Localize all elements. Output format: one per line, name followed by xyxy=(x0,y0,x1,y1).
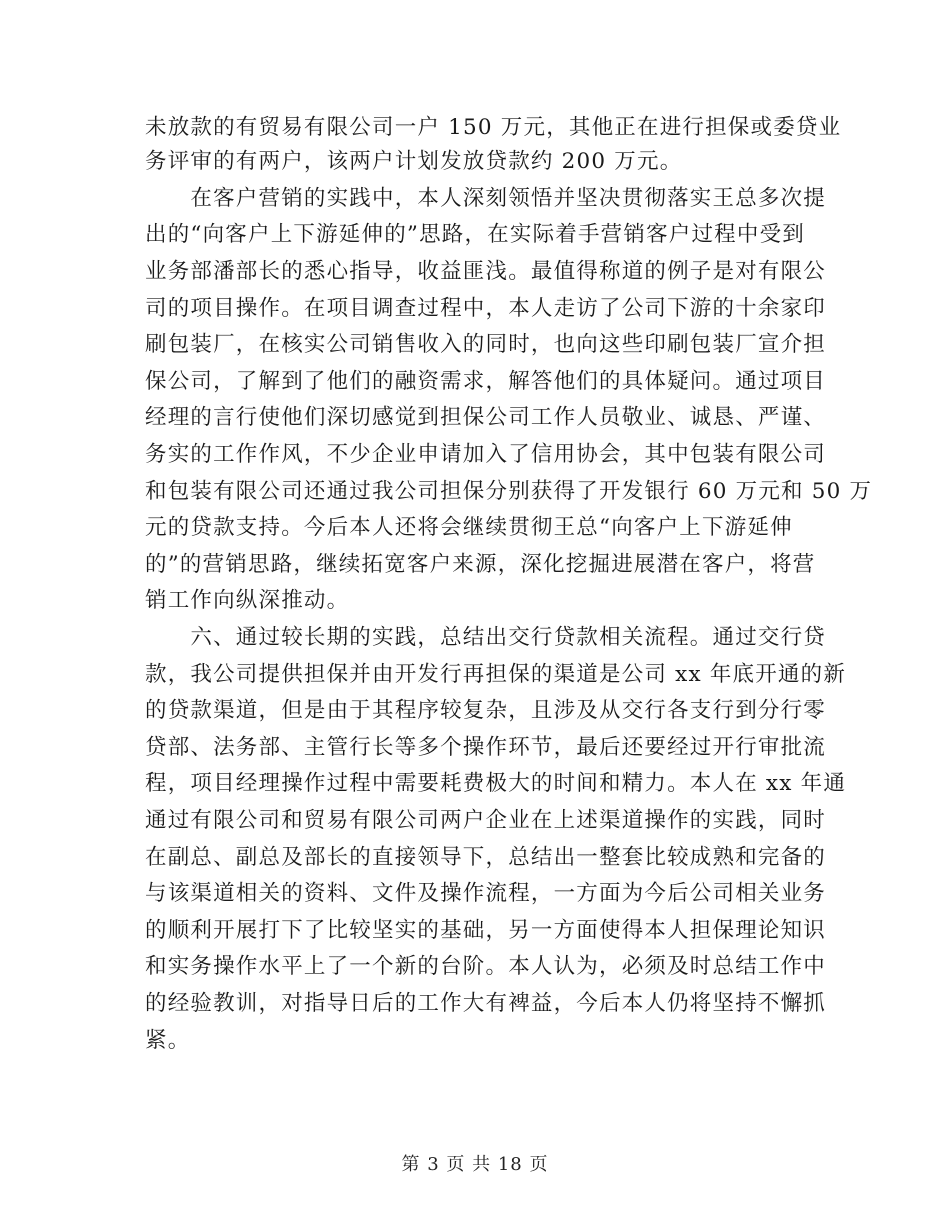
text-line: 的经验教训，对指导日后的工作大有裨益，今后本人仍将坚持不懈抓 xyxy=(145,991,827,1016)
text-line: 的贷款渠道，但是由于其程序较复杂，且涉及从交行各支行到分行零 xyxy=(145,698,827,723)
text-line: 务评审的有两户，该两户计划发放贷款约 200 万元。 xyxy=(145,149,683,174)
text-line: 和实务操作水平上了一个新的台阶。本人认为，必须及时总结工作中 xyxy=(145,954,827,979)
text-line: 六、通过较长期的实践，总结出交行贷款相关流程。通过交行贷 xyxy=(145,625,827,650)
text-line: 与该渠道相关的资料、文件及操作流程，一方面为今后公司相关业务 xyxy=(145,881,827,906)
text-line: 在副总、副总及部长的直接领导下，总结出一整套比较成熟和完备的 xyxy=(145,845,827,870)
text-line: 元的贷款支持。今后本人还将会继续贯彻王总“向客户上下游延伸 xyxy=(145,515,793,540)
text-line: 款，我公司提供担保并由开发行再担保的渠道是公司 xx 年底开通的新 xyxy=(145,662,847,687)
text-line: 出的“向客户上下游延伸的”思路，在实际着手营销客户过程中受到 xyxy=(145,222,805,247)
text-line: 和包装有限公司还通过我公司担保分别获得了开发银行 60 万元和 50 万 xyxy=(145,479,873,504)
text-line: 通过有限公司和贸易有限公司两户企业在上述渠道操作的实践，同时 xyxy=(145,808,827,833)
text-line: 经理的言行使他们深切感觉到担保公司工作人员敬业、诚恳、严谨、 xyxy=(145,405,827,430)
text-line: 务实的工作作风，不少企业申请加入了信用协会，其中包装有限公司 xyxy=(145,442,827,467)
text-line: 程，项目经理操作过程中需要耗费极大的时间和精力。本人在 xx 年通 xyxy=(145,771,847,796)
text-line: 贷部、法务部、主管行长等多个操作环节，最后还要经过开行审批流 xyxy=(145,735,827,760)
text-line: 的”的营销思路，继续拓宽客户来源，深化挖掘进展潜在客户，将营 xyxy=(145,552,816,577)
text-line: 紧。 xyxy=(145,1028,191,1053)
text-line: 业务部潘部长的悉心指导，收益匪浅。最值得称道的例子是对有限公 xyxy=(145,259,827,284)
text-line: 销工作向纵深推动。 xyxy=(145,588,350,613)
page-number-footer: 第 3 页 共 18 页 xyxy=(401,1154,549,1175)
text-line: 在客户营销的实践中，本人深刻领悟并坚决贯彻落实王总多次提 xyxy=(145,186,827,211)
text-line: 保公司，了解到了他们的融资需求，解答他们的具体疑问。通过项目 xyxy=(145,369,827,394)
text-line: 刷包装厂，在核实公司销售收入的同时，也向这些印刷包装厂宣介担 xyxy=(145,332,827,357)
text-line: 未放款的有贸易有限公司一户 150 万元，其他正在进行担保或委贷业 xyxy=(145,115,842,140)
text-line: 司的项目操作。在项目调查过程中，本人走访了公司下游的十余家印 xyxy=(145,296,827,321)
text-line: 的顺利开展打下了比较坚实的基础，另一方面使得本人担保理论知识 xyxy=(145,918,827,943)
